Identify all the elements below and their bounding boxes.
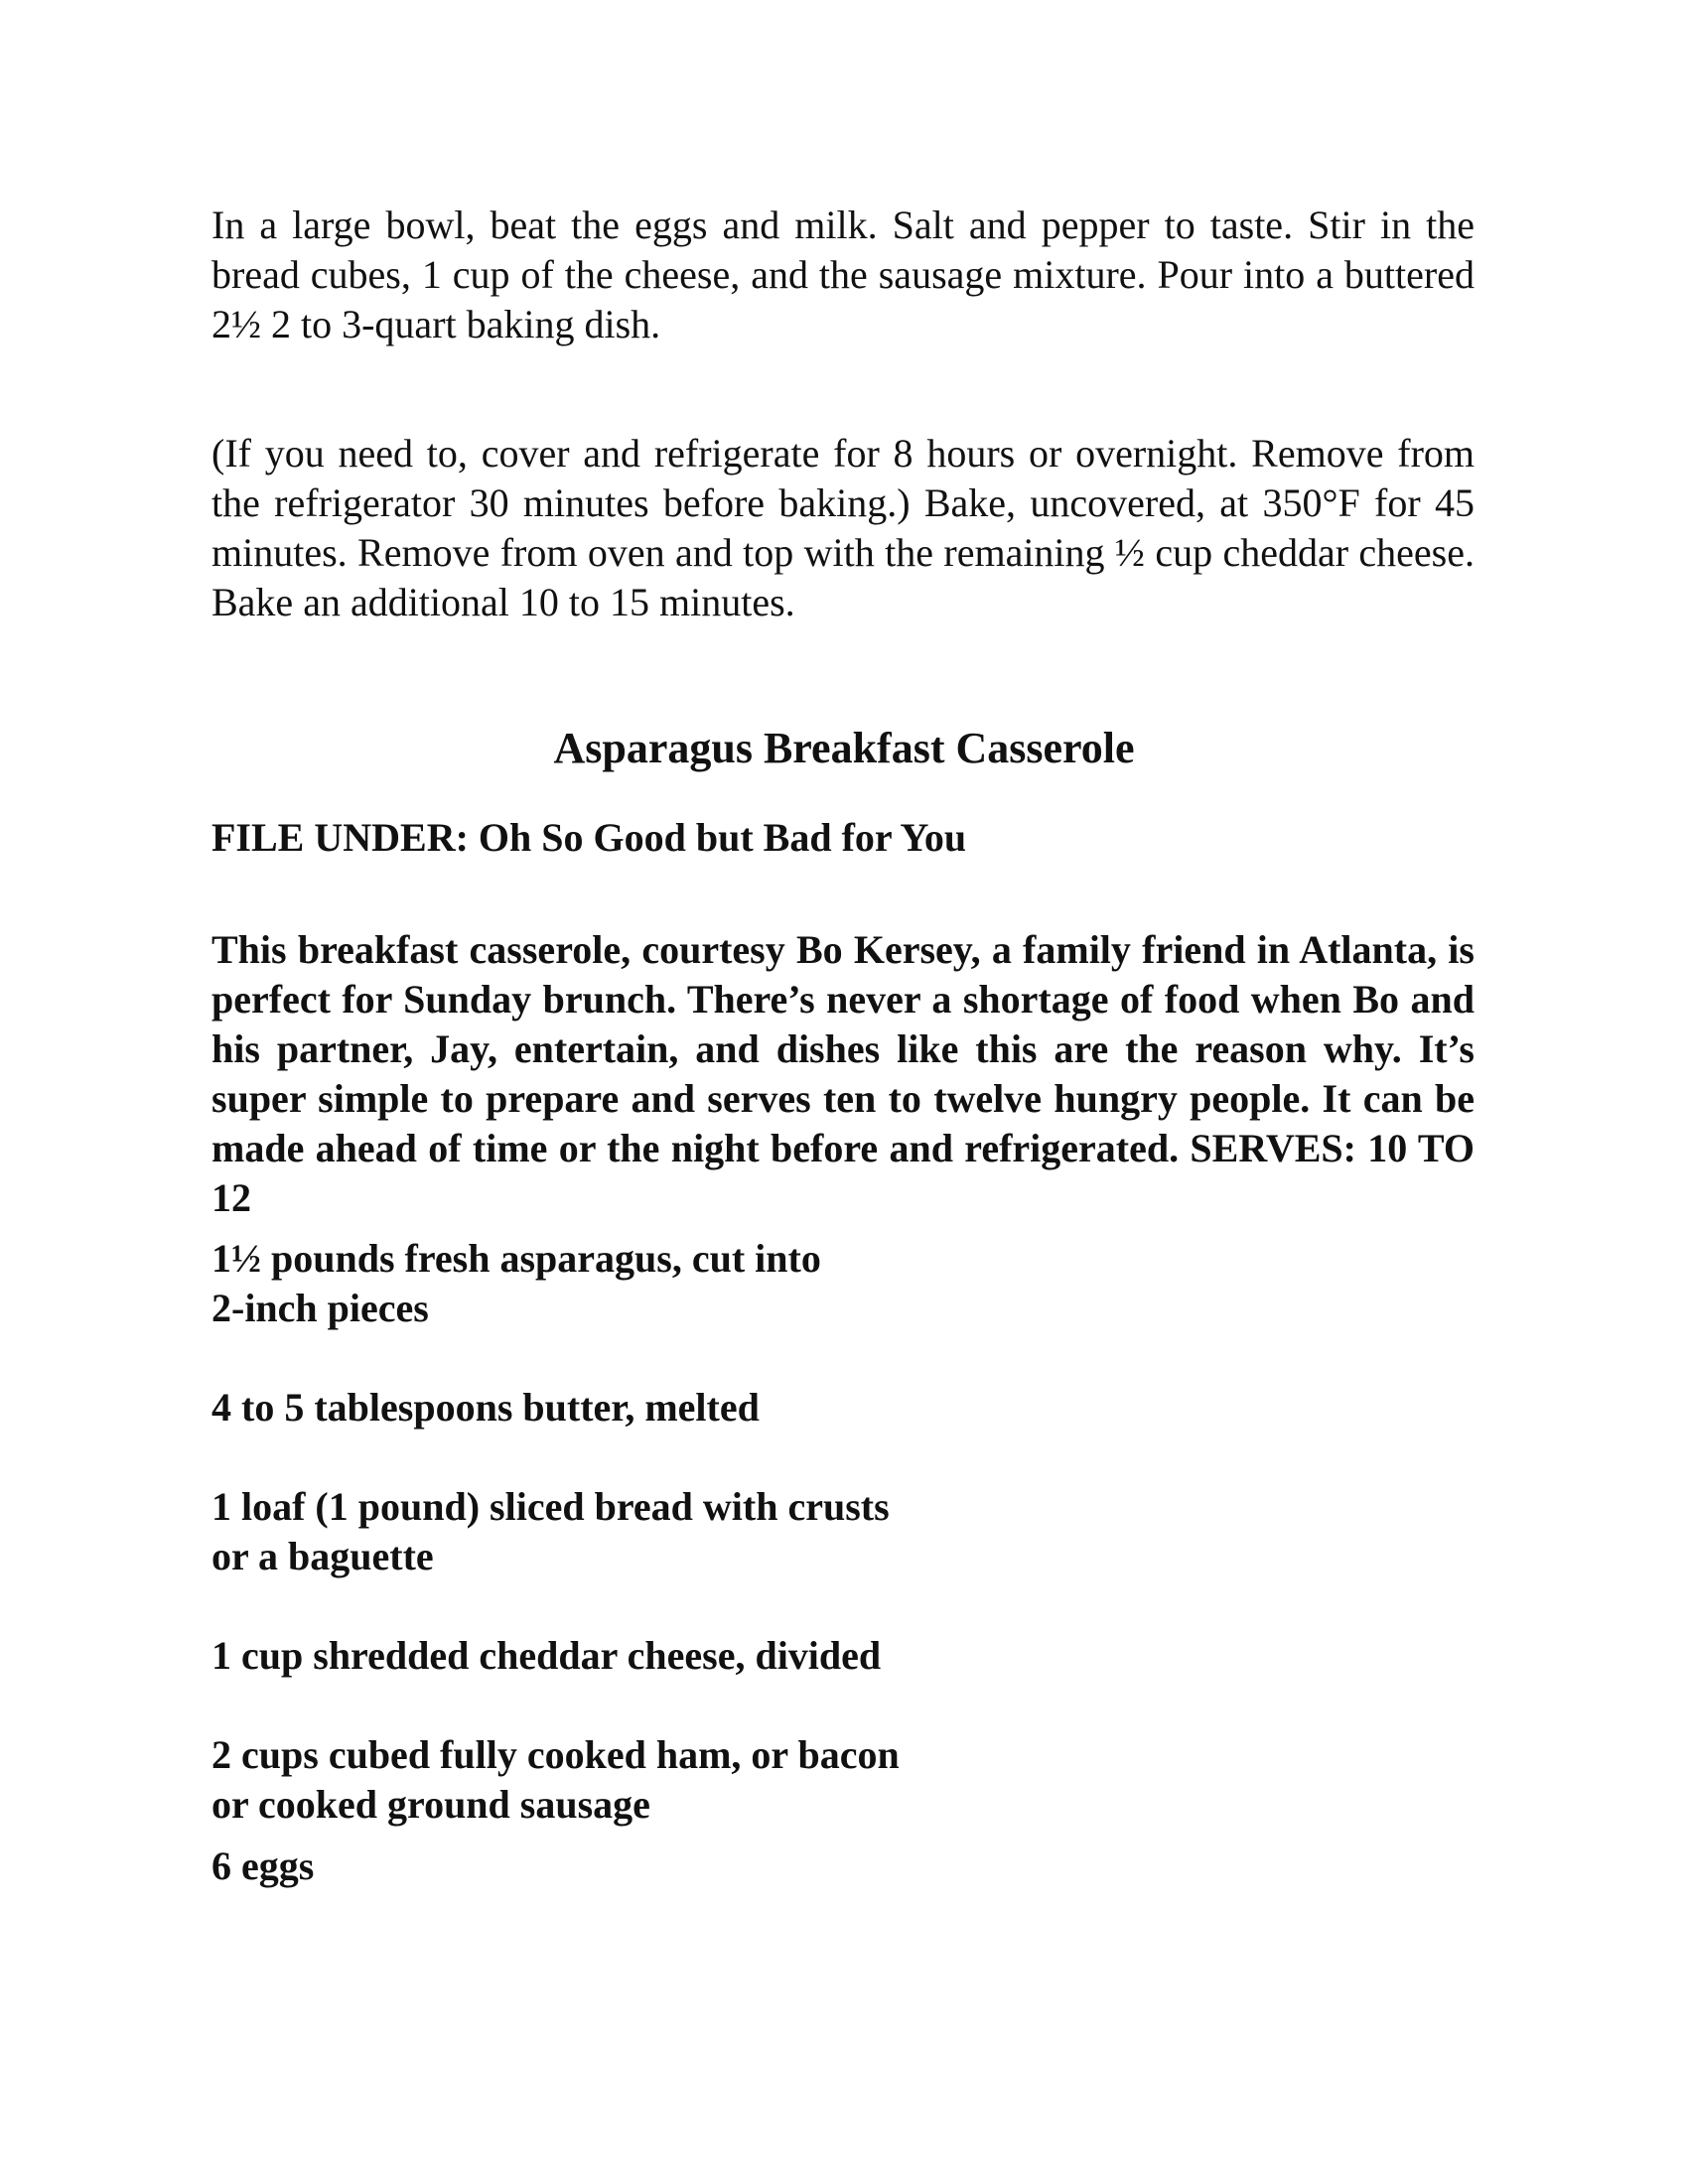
ingredient-item: 1½ pounds fresh asparagus, cut into 2-inch pieces: [211, 1236, 821, 1330]
ingredient-item: 1 cup shredded cheddar cheese, divided: [211, 1633, 882, 1678]
ingredient-item: 6 eggs: [211, 1843, 315, 1888]
ingredient-item: 1 loaf (1 pound) sliced bread with crusts or a baguette: [211, 1484, 890, 1578]
recipe-intro: This breakfast casserole, courtesy Bo Kersey, a family friend in Atlanta, is perfect for Sunday brunch. There’s never a shortage of food when Bo and his partner, Jay, entertain, and dishes like this are the reason why. It’s super simple to prepare and serves ten to twelve hungry people. It can be made ahead of time or the night before and refrigerated. SERVES: 10 TO 12: [211, 927, 1475, 1220]
ingredient-item: 4 to 5 tablespoons butter, melted: [211, 1385, 760, 1430]
recipe-title: Asparagus Breakfast Casserole: [553, 724, 1135, 772]
instructions-paragraph-1: In a large bowl, beat the eggs and milk. Salt and pepper to taste. Stir in the bread cubes, 1 cup of the cheese, and the sausage mixture. Pour into a buttered 2½ 2 to 3-quart baking dish.: [211, 203, 1475, 346]
ingredient-item: 2 cups cubed fully cooked ham, or bacon or cooked ground sausage: [211, 1732, 900, 1827]
instructions-paragraph-2: (If you need to, cover and refrigerate for 8 hours or overnight. Remove from the refrigerator 30 minutes before baking.) Bake, uncovered, at 350°F for 45 minutes. Remove from oven and top with the remaining ½ cup cheddar cheese. Bake an additional 10 to 15 minutes.: [211, 431, 1475, 624]
file-under-label: FILE UNDER: Oh So Good but Bad for You: [211, 815, 967, 860]
